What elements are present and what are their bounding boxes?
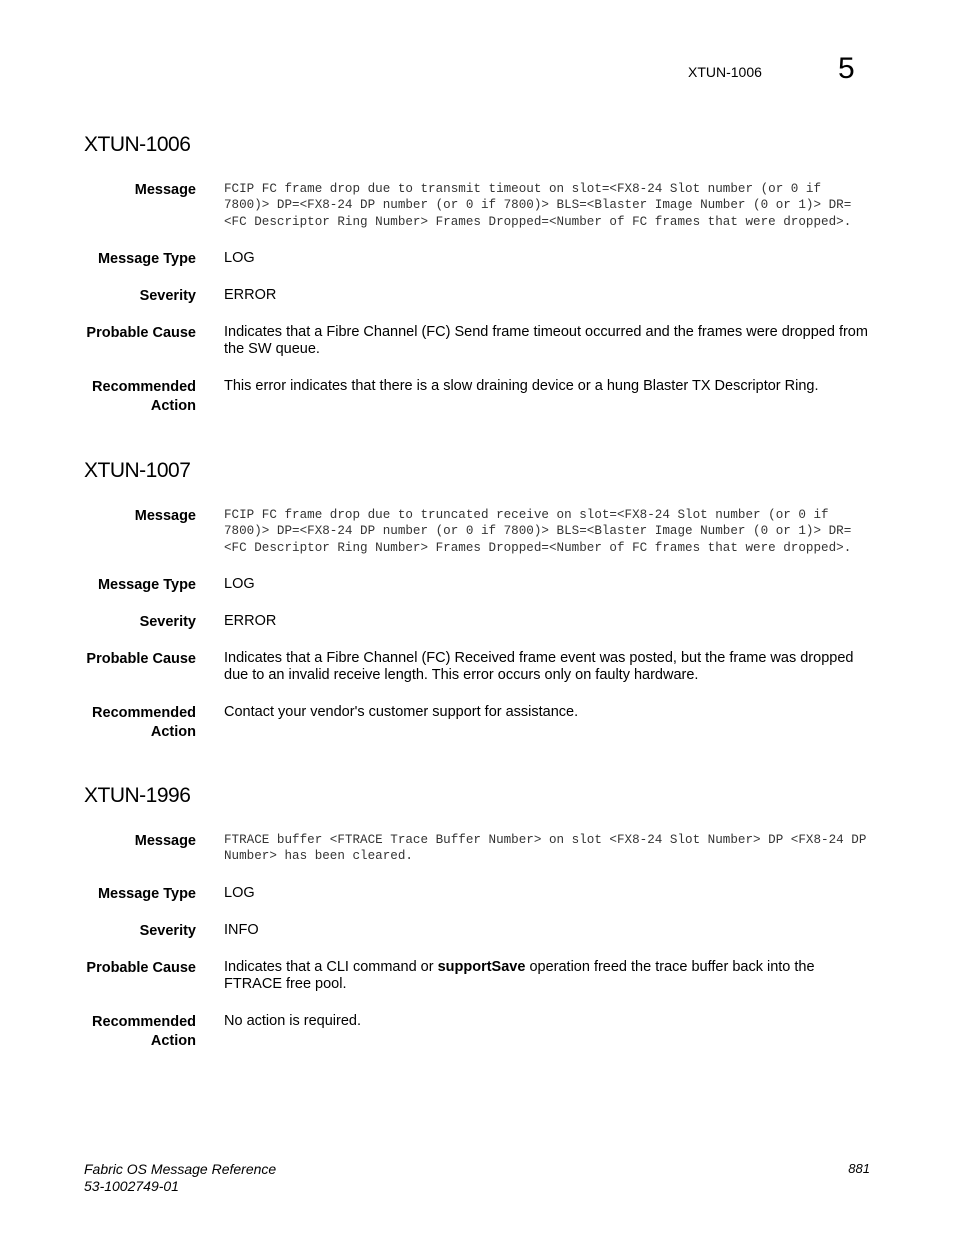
recommended-action-text: Contact your vendor's customer support for assistance. (224, 704, 579, 721)
probable-cause-row (84, 650, 874, 684)
severity-row (84, 287, 874, 304)
entry-xtun-1996 (84, 784, 874, 1049)
probable-cause-text-start: Indicates that a CLI command or (224, 958, 438, 975)
severity-value: ERROR (224, 613, 277, 630)
severity-row (84, 613, 874, 630)
probable-cause-text (224, 959, 874, 993)
message-text: FCIP FC frame drop due to truncated receive on slot=<FX8-24 Slot number (or 0 if 7800)> DP=<FX8-24 DP number (or 0 if 7800)> BLS=<Blaster Image Number (0 or 1)> DR=<FC Descriptor Ring Number> Frames Dropped=<Number of FC frames that were dropped>. (224, 508, 852, 555)
message-row (84, 181, 874, 230)
running-head-title: XTUN-1006 (688, 64, 762, 80)
recommended-action-row (84, 378, 874, 415)
entry-xtun-1007 (84, 459, 874, 741)
doc-number: 53-1002749-01 (84, 1178, 179, 1194)
message-row (84, 507, 874, 556)
recommended-action-row (84, 704, 874, 741)
probable-cause-row (84, 324, 874, 358)
recommended-action-label: Recommended Action (92, 1013, 196, 1049)
entry-heading: XTUN-1007 (84, 459, 191, 482)
message-type-value: LOG (224, 884, 255, 901)
message-label: Message (134, 182, 196, 198)
message-label: Message (134, 833, 196, 849)
message-type-row (84, 250, 874, 267)
message-type-label: Message Type (97, 251, 196, 268)
probable-cause-label: Probable Cause (86, 651, 196, 668)
command-name: supportSave (437, 958, 526, 975)
severity-value: ERROR (224, 287, 277, 304)
message-type-label: Message Type (97, 885, 196, 902)
probable-cause-row (84, 959, 874, 993)
message-type-row (84, 576, 874, 593)
recommended-action-label: Recommended Action (92, 379, 196, 415)
message-label: Message (134, 508, 196, 524)
entry-heading: XTUN-1996 (84, 784, 191, 807)
recommended-action-text: No action is required. (224, 1012, 362, 1029)
message-type-value: LOG (224, 250, 255, 267)
severity-value: INFO (224, 921, 259, 938)
severity-label: Severity (139, 614, 196, 631)
severity-label: Severity (139, 288, 196, 305)
footer-left (84, 1161, 276, 1195)
severity-row (84, 922, 874, 939)
message-text: FTRACE buffer <FTRACE Trace Buffer Number> on slot <FX8-24 Slot Number> DP <FX8-24 DP Number> has been cleared. (224, 833, 867, 864)
message-row (84, 832, 874, 865)
chapter-number: 5 (838, 52, 855, 85)
message-type-value: LOG (224, 576, 255, 593)
probable-cause-text: Indicates that a Fibre Channel (FC) Received frame event was posted, but the frame was dropped due to an invalid receive length. This error occurs only on faulty hardware. (224, 650, 854, 684)
message-text: FCIP FC frame drop due to transmit timeout on slot=<FX8-24 Slot number (or 0 if 7800)> DP=<FX8-24 DP number (or 0 if 7800)> BLS=<Blaster Image Number (0 or 1)> DR=<FC Descriptor Ring Number> Frames Dropped=<Number of FC frames that were dropped>. (224, 182, 852, 229)
recommended-action-row (84, 1012, 874, 1049)
probable-cause-text: Indicates that a Fibre Channel (FC) Send frame timeout occurred and the frames were dropped from the SW queue. (224, 324, 868, 358)
severity-label: Severity (139, 922, 196, 939)
recommended-action-label: Recommended Action (92, 705, 196, 741)
entry-heading: XTUN-1006 (84, 133, 191, 156)
entry-xtun-1006 (84, 133, 874, 415)
probable-cause-label: Probable Cause (86, 325, 196, 342)
probable-cause-label: Probable Cause (86, 959, 196, 976)
book-title: Fabric OS Message Reference (84, 1161, 277, 1177)
page-number: 881 (848, 1161, 870, 1176)
recommended-action-text: This error indicates that there is a slow draining device or a hung Blaster TX Descriptor Ring. (224, 378, 819, 395)
message-type-label: Message Type (97, 577, 196, 594)
message-type-row (84, 885, 874, 902)
probable-cause-text-end: operation freed the trace buffer back into the FTRACE free pool. (224, 958, 815, 992)
